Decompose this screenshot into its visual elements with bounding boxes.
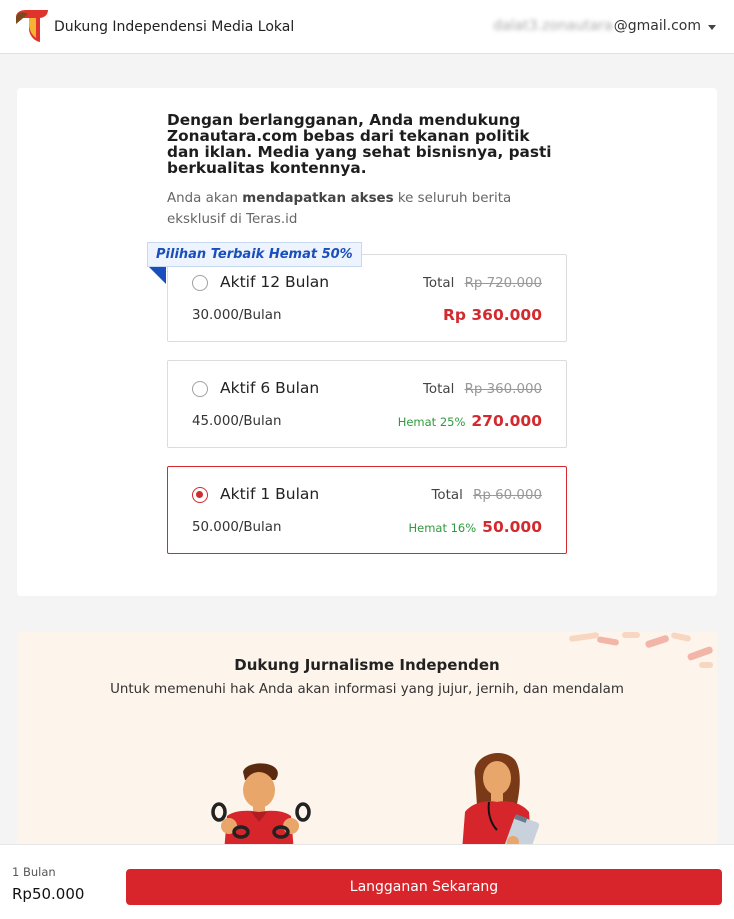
monthly-price: 30.000/Bulan [192,308,282,323]
plan-price: Rp 360.000 [442,306,542,324]
teras-logo-icon[interactable] [14,10,50,44]
saving-badge: Hemat 16% [408,521,477,535]
description-bold: mendapatkan akses [242,191,394,206]
caret-down-icon[interactable] [708,25,716,30]
total-label: Total [431,488,463,503]
plan-option-6-months[interactable] [167,360,567,448]
badge-fold-shape [147,265,166,284]
promo-section [17,632,717,862]
site-title: Dukung Independensi Media Lokal [54,19,295,35]
subscription-headline: Dengan berlangganan, Anda mendukung Zonautara.com bebas dari tekanan politik dan iklan. Media yang sehat bisnisnya, pasti berkualitas kontennya. [167,111,552,177]
original-price: Rp 360.000 [464,382,542,397]
account-email-masked: dalat3.zonautara [493,18,613,34]
subscription-card [17,88,717,596]
plan-name: Aktif 12 Bulan [220,273,330,291]
saving-badge: Hemat 25% [397,415,466,429]
subscribe-now-button[interactable]: Langganan Sekarang [126,869,722,905]
plan-total [423,276,542,291]
plan-name: Aktif 1 Bulan [220,485,320,503]
account-email-domain: @gmail.com [613,18,701,34]
total-label: Total [423,276,455,291]
monthly-price: 50.000/Bulan [192,520,282,535]
plan-price: 270.000 [471,412,542,430]
description-suffix: ke seluruh berita eksklusif di Teras.id [167,191,512,227]
plan-total [432,488,542,503]
plan-radio[interactable] [192,275,208,291]
plan-total [423,382,542,397]
best-choice-badge: Pilihan Terbaik Hemat 50% [147,242,362,267]
checkout-footer [0,844,734,919]
total-label: Total [423,382,455,397]
subscription-description [167,188,567,230]
top-header [0,0,734,54]
monthly-price: 45.000/Bulan [192,414,282,429]
price-row [398,412,542,430]
promo-title: Dukung Jurnalisme Independen [234,656,500,674]
plan-price: 50.000 [482,518,542,536]
plan-radio[interactable] [192,381,208,397]
plan-option-12-months[interactable] [167,254,567,342]
plan-option-1-month[interactable] [167,466,567,554]
original-price: Rp 60.000 [473,488,542,503]
account-menu[interactable] [493,18,716,34]
price-row [443,306,542,324]
plan-radio-selected[interactable] [192,487,208,503]
selected-price: Rp50.000 [12,885,85,903]
description-prefix: Anda akan [167,191,243,206]
selected-period: 1 Bulan [12,865,56,879]
promo-subtitle: Untuk memenuhi hak Anda akan informasi yang jujur, jernih, dan mendalam [110,682,624,697]
price-row [408,518,542,536]
original-price: Rp 720.000 [464,276,542,291]
plan-name: Aktif 6 Bulan [220,379,320,397]
